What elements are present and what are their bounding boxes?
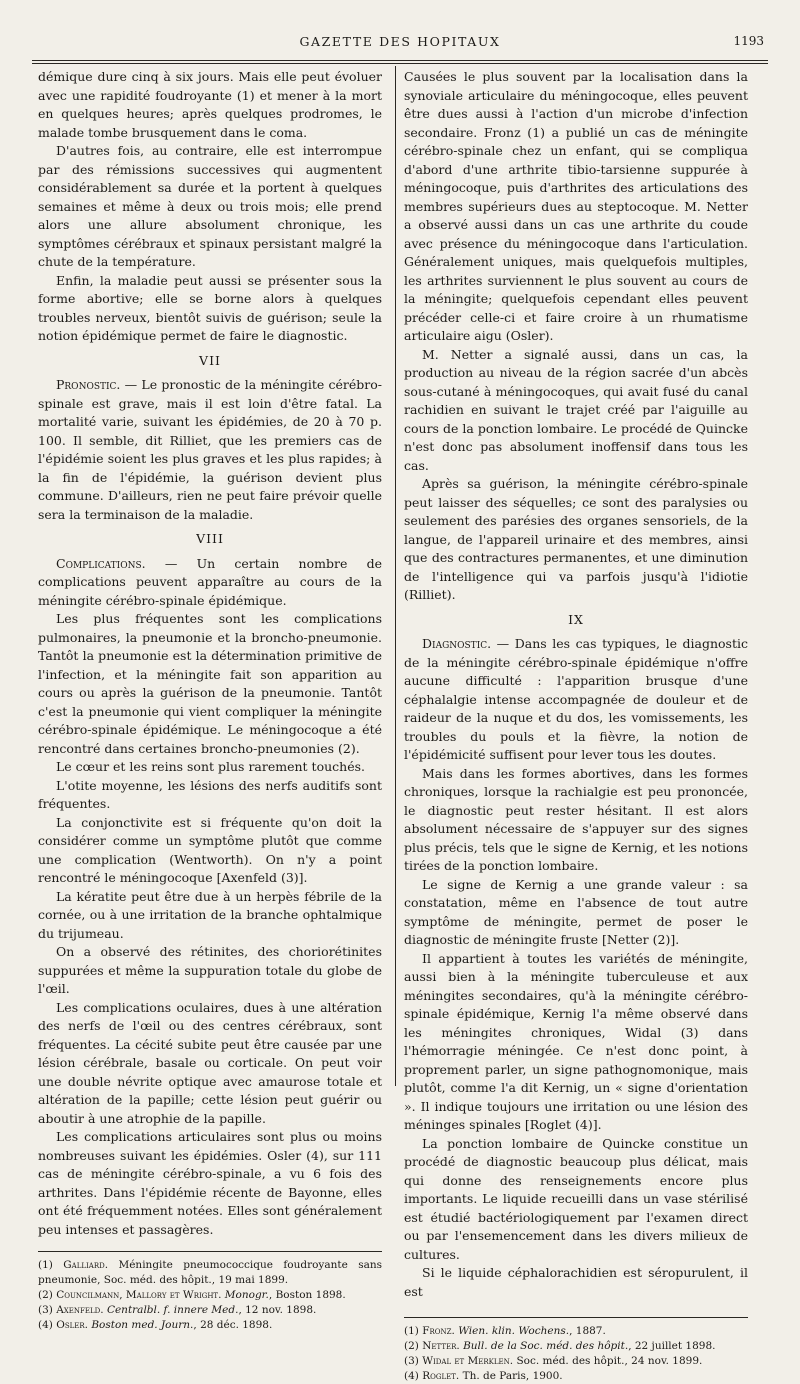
footnote: [404, 1354, 748, 1369]
footnote-sep: .: [218, 1289, 225, 1301]
footnote-text: . Th. de Paris, 1900.: [455, 1370, 563, 1382]
journal-title: GAZETTE DES HOPITAUX: [299, 34, 501, 49]
run-in-heading: Pronostic.: [56, 377, 121, 392]
footnote-text: , 12 nov. 1898.: [238, 1304, 317, 1316]
footnote-author: Osler: [56, 1319, 85, 1331]
right-column: [404, 68, 748, 1384]
paragraph-text: — Dans les cas typiques, le diagnostic de la méningite cérébro-spinale épidémique n'offre aucune difficulté : l'apparition brusque d'une céphalalgie intense accompagnée de douleur et de raideur de la nuque et du dos, les vomissements, les troubles du pouls et la fièvre, la notion de l'épidémicité suffisent pour lever tous les doutes.: [404, 636, 748, 762]
footnote-text: , 22 juillet 1898.: [628, 1340, 716, 1352]
paragraph: Enfin, la maladie peut aussi se présenter sous la forme abortive; elle se borne alors à quelques troubles nerveux, bientôt suivis de guérison; seule la notion épidémique permet de faire le diagnostic.: [38, 272, 382, 343]
left-column: [38, 68, 382, 1333]
footnote-number: (3): [404, 1355, 423, 1367]
footnote-number: (3): [38, 1304, 57, 1316]
footnote-author: Widal et Merklen: [422, 1355, 510, 1367]
footnote-author: Roglet: [422, 1370, 456, 1382]
footnote-sep: .: [84, 1319, 92, 1331]
paragraph: Le signe de Kernig a une grande valeur : sa constatation, même en l'absence de tout autre symptôme de méningite, permet de poser le diagnostic de méningite fruste [Netter (2)].: [404, 876, 748, 947]
footnote-author: Axenfeld: [56, 1304, 101, 1316]
footnote: [404, 1324, 748, 1339]
paragraph-text: — Un certain nombre de complications peuvent apparaître au cours de la méningite cérébro-spinale épidémique.: [38, 555, 382, 608]
header-rule-bottom: [32, 63, 768, 64]
footnote: [38, 1303, 382, 1318]
footnote: [404, 1369, 748, 1384]
paragraph: Mais dans les formes abortives, dans les formes chroniques, lorsque la rachialgie est peu prononcée, le diagnostic peut rester hésitant. Il est alors absolument nécessaire de s'appuyer sur des signes plus précis, tels que le signe de Kernig, et les notions tirées de la ponction lombaire.: [404, 765, 748, 873]
header-rule-top: [32, 60, 768, 61]
page-number: 1193: [733, 34, 764, 48]
paragraph-pronostic: [38, 376, 382, 524]
section-heading-viii: VIII: [196, 531, 224, 546]
footnote-sep: .: [100, 1304, 107, 1316]
footnote-author: Netter: [422, 1340, 457, 1352]
footnote: [38, 1288, 382, 1303]
footnote: [38, 1258, 382, 1288]
footnote: [38, 1318, 382, 1333]
footnote-text: , 28 déc. 1898.: [193, 1319, 273, 1331]
footnote-number: (1): [38, 1259, 64, 1271]
footnote-text: , 1887.: [569, 1325, 606, 1337]
section-heading-vii: VII: [199, 352, 221, 368]
paragraph: M. Netter a signalé aussi, dans un cas, la production au niveau de la région sacrée d'un abcès sous-cutané à méningocoques, qui avait fusé du canal rachidien en suivant le trajet créé par l'aiguille au cours de la ponction lombaire. Le procédé de Quincke n'est donc pas absolument inoffensif dans tous les cas.: [404, 346, 748, 473]
paragraph: La kératite peut être due à un herpès fébrile de la cornée, ou à une irritation de la branche ophtalmique du trijumeau.: [38, 888, 382, 941]
footnote-text: , Boston 1898.: [268, 1289, 346, 1301]
footnote-author: Galliard: [63, 1259, 105, 1271]
footnote-number: (1): [404, 1325, 423, 1337]
paragraph: Les complications oculaires, dues à une altération des nerfs de l'œil ou des centres cérébraux, sont fréquentes. La cécité subite peut être causée par une lésion cérébrale, basale ou corticale. On peut voir une double névrite optique avec amaurose totale et altération de la papille; cette lésion peut guérir ou aboutir à une atrophie de la papille.: [38, 999, 382, 1126]
footnote-number: (4): [38, 1319, 57, 1331]
paragraph: On a observé des rétinites, des choriorétinites suppurées et même la suppuration totale du globe de l'œil.: [38, 944, 382, 996]
footnote-number: (2): [38, 1289, 57, 1301]
paragraph: Les plus fréquentes sont les complications pulmonaires, la pneumonie et la broncho-pneumonie. Tantôt la pneumonie est la détermination primitive de l'infection, et la méningite fait son apparition au cours ou après la guérison de la pneumonie. Tantôt c'est la pneumonie qui vient compliquer la méningite cérébro-spinale épidémique. Le méningocoque a été rencontré dans certaines broncho-pneumonies (2).: [38, 611, 382, 756]
footnote-journal: Boston med. Journ.: [91, 1319, 194, 1331]
paragraph: La ponction lombaire de Quincke constitue un procédé de diagnostic beaucoup plus délicat, mais qui donne des renseignements encore plus importants. Le liquide recueilli dans un vase stérilisé est étudié bactériologiquement par l'examen direct ou par l'ensemencement dans les divers milieux de cultures.: [404, 1135, 748, 1262]
running-header: [0, 34, 800, 54]
footnote-sep: .: [451, 1325, 459, 1337]
paragraph-diagnostic: [404, 635, 748, 765]
paragraph: La conjonctivite est si fréquente qu'on doit la considérer comme un symptôme plutôt que comme une complication (Wentworth). On n'y a point rencontré le méningocoque [Axenfeld (3)].: [38, 814, 382, 885]
paragraph: démique dure cinq à six jours. Mais elle peut évoluer avec une rapidité foudroyante (1) et mener à la mort en quelques heures; après quelques prodromes, le malade tombe brusquement dans le coma.: [38, 69, 382, 140]
paragraph-text: — Le pronostic de la méningite cérébro-spinale est grave, mais il est loin d'être fatal. La mortalité varie, suivant les épidémies, de 20 à 70 p. 100. Il semble, dit Rilliet, que les premiers cas de l'épidémie soient les plus graves et les plus rapides; à la fin de l'épidémie, la guérison devient plus commune. D'ailleurs, rien ne peut faire prévoir quelle sera la terminaison de la maladie.: [38, 377, 382, 522]
footnote-text: . Soc. méd. des hôpit., 24 nov. 1899.: [509, 1355, 703, 1367]
footnote-sep: .: [456, 1340, 464, 1352]
footnote-text: . Méningite pneumococcique foudroyante sans pneumonie, Soc. méd. des hôpit., 19 mai 1899.: [38, 1259, 382, 1286]
footnote-journal: Centralbl. f. innere Med.: [106, 1304, 239, 1316]
footnote-author: Councilmann, Mallory et Wright: [56, 1289, 219, 1301]
paragraph: L'otite moyenne, les lésions des nerfs auditifs sont fréquentes.: [38, 777, 382, 811]
section-heading-ix: IX: [568, 611, 584, 627]
paragraph: Il appartient à toutes les variétés de méningite, aussi bien à la méningite tuberculeuse et aux méningites secondaires, qu'à la méningite cérébro-spinale épidémique, Kernig l'a même observé dans les méningites chroniques, Widal (3) dans l'hémorragie méningée. Ce n'est donc point, à proprement parler, un signe pathognomonique, mais plutôt, comme l'a dit Kernig, un « signe d'orientation ». Il indique toujours une irritation ou une lésion des méninges spinales [Roglet (4)].: [404, 950, 748, 1132]
footnote-number: (4): [404, 1370, 423, 1382]
paragraph: Si le liquide céphalorachidien est séropurulent, il est: [404, 1265, 748, 1299]
footnote-journal: Wien. klin. Wochens.: [458, 1325, 570, 1337]
footnote-author: Fronz: [422, 1325, 452, 1337]
paragraph-complications: [38, 555, 382, 611]
footnote-journal: Bull. de la Soc. méd. des hôpit.: [463, 1340, 629, 1352]
footnote-rule: [38, 1251, 382, 1252]
column-divider: [395, 66, 396, 1086]
run-in-heading: Complications.: [56, 555, 146, 571]
footnote: [404, 1339, 748, 1354]
footnote-rule: [404, 1317, 748, 1318]
paragraph: Le cœur et les reins sont plus rarement touchés.: [56, 759, 365, 774]
run-in-heading: Diagnostic.: [422, 636, 492, 651]
paragraph: Les complications articulaires sont plus ou moins nombreuses suivant les épidémies. Osler (4), sur 111 cas de méningite cérébro-spinale, a vu 6 fois des arthrites. Dans l'épidémie récente de Bayonne, elles ont été fréquemment notées. Elles sont généralement peu intenses et passagères.: [38, 1129, 382, 1237]
paragraph: Après sa guérison, la méningite cérébro-spinale peut laisser des séquelles; ce sont des paralysies ou seulement des parésies des organes sensoriels, de la langue, de l'appareil urinaire et des membres, ainsi que des contractures permanentes, et une diminution de l'intelligence qui va parfois jusqu'à l'idiotie (Rilliet).: [404, 476, 748, 602]
paragraph: D'autres fois, au contraire, elle est interrompue par des rémissions successives qui augmentent considérablement sa durée et la portent à quelques semaines et même à deux ou trois mois; elle prend alors une allure absolument chronique, les symptômes cérébraux et spinaux persistant malgré la chute de la température.: [38, 143, 382, 269]
footnote-number: (2): [404, 1340, 423, 1352]
footnote-journal: Monogr.: [224, 1289, 269, 1301]
paragraph: Causées le plus souvent par la localisation dans la synoviale articulaire du méningocoque, elles peuvent être dues aussi à l'action d'un microbe d'infection secondaire. Fronz (1) a publié un cas de méningite cérébro-spinale chez un enfant, qui se compliqua d'abord d'une arthrite tibio-tarsienne suppurée à méningocoque, puis d'arthrites des articulations des membres supérieurs dues au steptocoque. M. Netter a observé aussi dans un cas une arthrite du coude avec présence du méningocoque dans l'articulation. Généralement uniques, mais quelquefois multiples, les arthrites surviennent le plus souvent au cours de la méningite; quelquefois cependant elles peuvent précéder celle-ci et faire croire à un rhumatisme articulaire aigu (Osler).: [404, 69, 748, 343]
